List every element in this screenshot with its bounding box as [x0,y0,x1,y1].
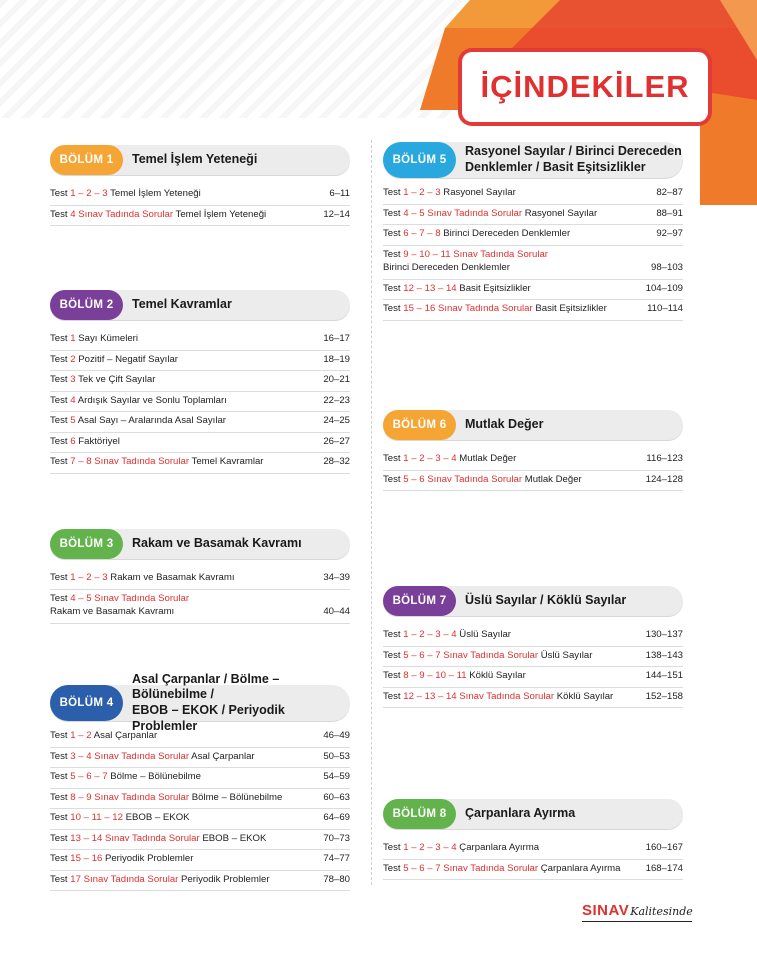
toc-row[interactable]: Test 6 Faktöriyel 26–27 [50,433,350,454]
toc-row[interactable]: Test 4 Sınav Tadında Sorular Temel İşlem Yeteneği 12–14 [50,206,350,227]
page-range: 116–123 [646,453,683,464]
section-6 [383,410,683,491]
toc-row[interactable]: Test 8 – 9 Sınav Tadında Sorular Bölme – Bölünebilme 60–63 [50,789,350,810]
toc-row[interactable]: Test 8 – 9 – 10 – 11 Köklü Sayılar 144–151 [383,667,683,688]
section-banner [50,529,350,559]
page-title: İÇİNDEKİLER [480,69,690,104]
brand-script-text: Kalitesinde [630,905,693,918]
toc-row[interactable]: Test 13 – 14 Sınav Tadında Sorular EBOB – EKOK 70–73 [50,830,350,851]
page-range: 6–11 [329,188,350,199]
page-range: 130–137 [645,629,683,640]
page-range: 24–25 [323,415,350,426]
toc-row[interactable]: Test 1 – 2 – 3 – 4 Mutlak Değer 116–123 [383,450,683,471]
page-range: 54–59 [323,771,350,782]
page-range: 98–103 [650,262,683,273]
section-banner [50,290,350,320]
toc-row[interactable]: Test 3 Tek ve Çift Sayılar 20–21 [50,371,350,392]
toc-row[interactable]: Test 12 – 13 – 14 Basit Eşitsizlikler 104–109 [383,280,683,301]
page-range: 12–14 [323,208,350,220]
toc-row[interactable]: Test 17 Sınav Tadında Sorular Periyodik Problemler 78–80 [50,871,350,892]
page-range: 18–19 [323,353,350,365]
page-range: 20–21 [323,374,350,385]
section-pill: BÖLÜM 5 [383,142,456,178]
page-range: 70–73 [323,832,350,844]
toc-row[interactable]: Test 4 Ardışık Sayılar ve Sonlu Toplamları 22–23 [50,392,350,413]
page-range: 60–63 [323,791,350,803]
section-1 [50,145,350,226]
section-banner [383,410,683,440]
toc-row[interactable]: Test 4 – 5 Sınav Tadında Sorular Rakam ve Basamak Kavramı 40–44 [50,590,350,624]
page-range: 144–151 [645,670,683,681]
page-range: 28–32 [323,456,350,467]
toc-row[interactable]: Test 6 – 7 – 8 Birinci Dereceden Denklemler 92–97 [383,225,683,246]
page-range: 26–27 [323,435,350,447]
section-3 [50,529,350,624]
page-range: 152–158 [645,690,683,702]
section-title: Çarpanlara Ayırma [465,806,576,821]
page-range: 160–167 [645,842,683,853]
section-title: Üslü Sayılar / Köklü Sayılar [465,593,627,608]
page-range: 88–91 [656,207,683,219]
page-range: 40–44 [323,606,350,617]
section-pill: BÖLÜM 7 [383,586,456,616]
section-pill: BÖLÜM 3 [50,529,123,559]
section-pill: BÖLÜM 2 [50,290,123,320]
toc-row[interactable]: Test 12 – 13 – 14 Sınav Tadında Sorular Köklü Sayılar 152–158 [383,688,683,709]
toc-row[interactable]: Test 1 – 2 – 3 – 4 Çarpanlara Ayırma 160–167 [383,839,683,860]
toc-row[interactable]: Test 5 – 6 – 7 Sınav Tadında Sorular Üslü Sayılar 138–143 [383,647,683,668]
brand-bold-text: SINAV [582,902,630,919]
section-8 [383,799,683,880]
section-pill: BÖLÜM 4 [50,685,123,721]
toc-row[interactable]: Test 2 Pozitif – Negatif Sayılar 18–19 [50,351,350,372]
section-banner [383,799,683,829]
page-range: 46–49 [323,730,350,741]
toc-row[interactable]: Test 1 – 2 – 3 – 4 Üslü Sayılar 130–137 [383,626,683,647]
page-range: 104–109 [645,282,683,294]
toc-row[interactable]: Test 5 Asal Sayı – Aralarında Asal Sayılar 24–25 [50,412,350,433]
brand-logo [582,902,693,919]
page-range: 22–23 [323,394,350,406]
section-banner [50,671,350,733]
section-2 [50,290,350,474]
toc-row[interactable]: Test 1 – 2 – 3 Temel İşlem Yeteneği 6–11 [50,185,350,206]
page-range: 110–114 [647,303,683,314]
toc-row[interactable]: Test 10 – 11 – 12 EBOB – EKOK 64–69 [50,809,350,830]
section-5 [383,142,683,321]
page-title-box [462,52,708,122]
section-7 [383,586,683,708]
page-range: 50–53 [323,750,350,762]
toc-row[interactable]: Test 1 Sayı Kümeleri 16–17 [50,330,350,351]
section-title: Rasyonel Sayılar / Birinci Dereceden Denklemler / Basit Eşitsizlikler [465,144,682,174]
toc-row[interactable]: Test 1 – 2 – 3 Rasyonel Sayılar 82–87 [383,184,683,205]
toc-row[interactable]: Test 1 – 2 – 3 Rakam ve Basamak Kavramı 34–39 [50,569,350,590]
column-divider [371,140,372,885]
page-range: 138–143 [645,649,683,661]
section-title: Rakam ve Basamak Kavramı [132,536,302,551]
toc-row[interactable]: Test 5 – 6 – 7 Bölme – Bölünebilme 54–59 [50,768,350,789]
page-range: 16–17 [323,333,350,344]
toc-row[interactable]: Test 4 – 5 Sınav Tadında Sorular Rasyonel Sayılar 88–91 [383,205,683,226]
page-range: 74–77 [323,853,350,864]
section-pill: BÖLÜM 1 [50,145,123,175]
page-range: 64–69 [323,812,350,823]
section-pill: BÖLÜM 8 [383,799,456,829]
toc-row[interactable]: Test 7 – 8 Sınav Tadında Sorular Temel Kavramlar 28–32 [50,453,350,474]
toc-row[interactable]: Test 15 – 16 Sınav Tadında Sorular Basit Eşitsizlikler 110–114 [383,300,683,321]
toc-row[interactable]: Test 9 – 10 – 11 Sınav Tadında Sorular Birinci Dereceden Denklemler 98–103 [383,246,683,280]
section-banner [383,586,683,616]
page-range: 34–39 [323,572,350,583]
toc-row[interactable]: Test 1 – 2 Asal Çarpanlar 46–49 [50,727,350,748]
toc-row[interactable]: Test 3 – 4 Sınav Tadında Sorular Asal Çarpanlar 50–53 [50,748,350,769]
section-title: Temel İşlem Yeteneği [132,152,258,167]
section-title: Mutlak Değer [465,417,544,432]
section-4 [50,671,350,891]
section-title: Asal Çarpanlar / Bölme – Bölünebilme / EBOB – EKOK / Periyodik Problemler [132,671,285,733]
page-range: 78–80 [323,873,350,885]
page-range: 82–87 [656,187,683,198]
page-range: 124–128 [645,473,683,485]
section-title: Temel Kavramlar [132,297,232,312]
page-range: 92–97 [656,228,683,239]
toc-row[interactable]: Test 15 – 16 Periyodik Problemler 74–77 [50,850,350,871]
toc-row[interactable]: Test 5 – 6 Sınav Tadında Sorular Mutlak Değer 124–128 [383,471,683,492]
page-range: 168–174 [645,862,683,874]
section-banner [50,145,350,175]
brand-underline [582,921,692,922]
section-banner [383,142,683,178]
toc-row[interactable]: Test 5 – 6 – 7 Sınav Tadında Sorular Çarpanlara Ayırma 168–174 [383,860,683,881]
section-pill: BÖLÜM 6 [383,410,456,440]
